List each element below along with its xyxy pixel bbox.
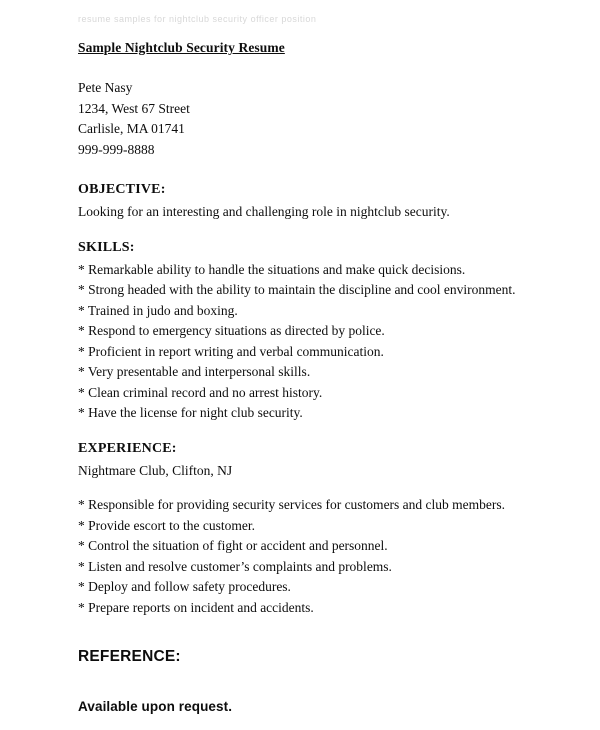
reference-section [78, 648, 560, 714]
list-item: * Trained in judo and boxing. [78, 302, 238, 318]
objective-heading: OBJECTIVE: [78, 182, 166, 197]
list-item: * Strong headed with the ability to maintain the discipline and cool environment. [78, 282, 516, 297]
skills-section [78, 240, 560, 424]
experience-list [78, 495, 560, 618]
document-content [78, 40, 560, 720]
list-item: * Responsible for providing security services for customers and club members. [78, 497, 506, 512]
list-item: * Prepare reports on incident and accidents. [78, 599, 314, 615]
experience-organization: Nightmare Club, Clifton, NJ [78, 462, 233, 478]
objective-section [78, 182, 560, 223]
experience-heading: EXPERIENCE: [78, 440, 177, 456]
skills-list [78, 260, 560, 424]
faint-page-header: resume samples for nightclub security officer position [78, 14, 317, 24]
reference-heading: REFERENCE: [78, 648, 181, 665]
page-title: Sample Nightclub Security Resume [78, 40, 285, 55]
list-item: * Provide escort to the customer. [78, 517, 255, 533]
contact-block [78, 78, 560, 160]
list-item: * Clean criminal record and no arrest history. [78, 384, 323, 400]
skills-heading: SKILLS: [78, 239, 135, 255]
list-item: * Listen and resolve customer’s complaints and problems. [78, 558, 392, 574]
list-item: * Deploy and follow safety procedures. [78, 579, 291, 594]
list-item: * Proficient in report writing and verbal communication. [78, 343, 384, 359]
experience-section [78, 441, 560, 619]
contact-city-state-zip: Carlisle, MA 01741 [78, 121, 185, 136]
list-item: * Very presentable and interpersonal skills. [78, 364, 311, 379]
objective-text: Looking for an interesting and challenging role in nightclub security. [78, 204, 450, 219]
reference-text: Available upon request. [78, 699, 233, 714]
list-item: * Remarkable ability to handle the situations and make quick decisions. [78, 261, 466, 277]
contact-phone: 999-999-8888 [78, 141, 155, 157]
contact-street: 1234, West 67 Street [78, 100, 190, 116]
list-item: * Respond to emergency situations as directed by police. [78, 323, 385, 338]
list-item: * Control the situation of fight or accident and personnel. [78, 538, 388, 553]
contact-name: Pete Nasy [78, 80, 133, 95]
list-item: * Have the license for night club security. [78, 405, 303, 420]
